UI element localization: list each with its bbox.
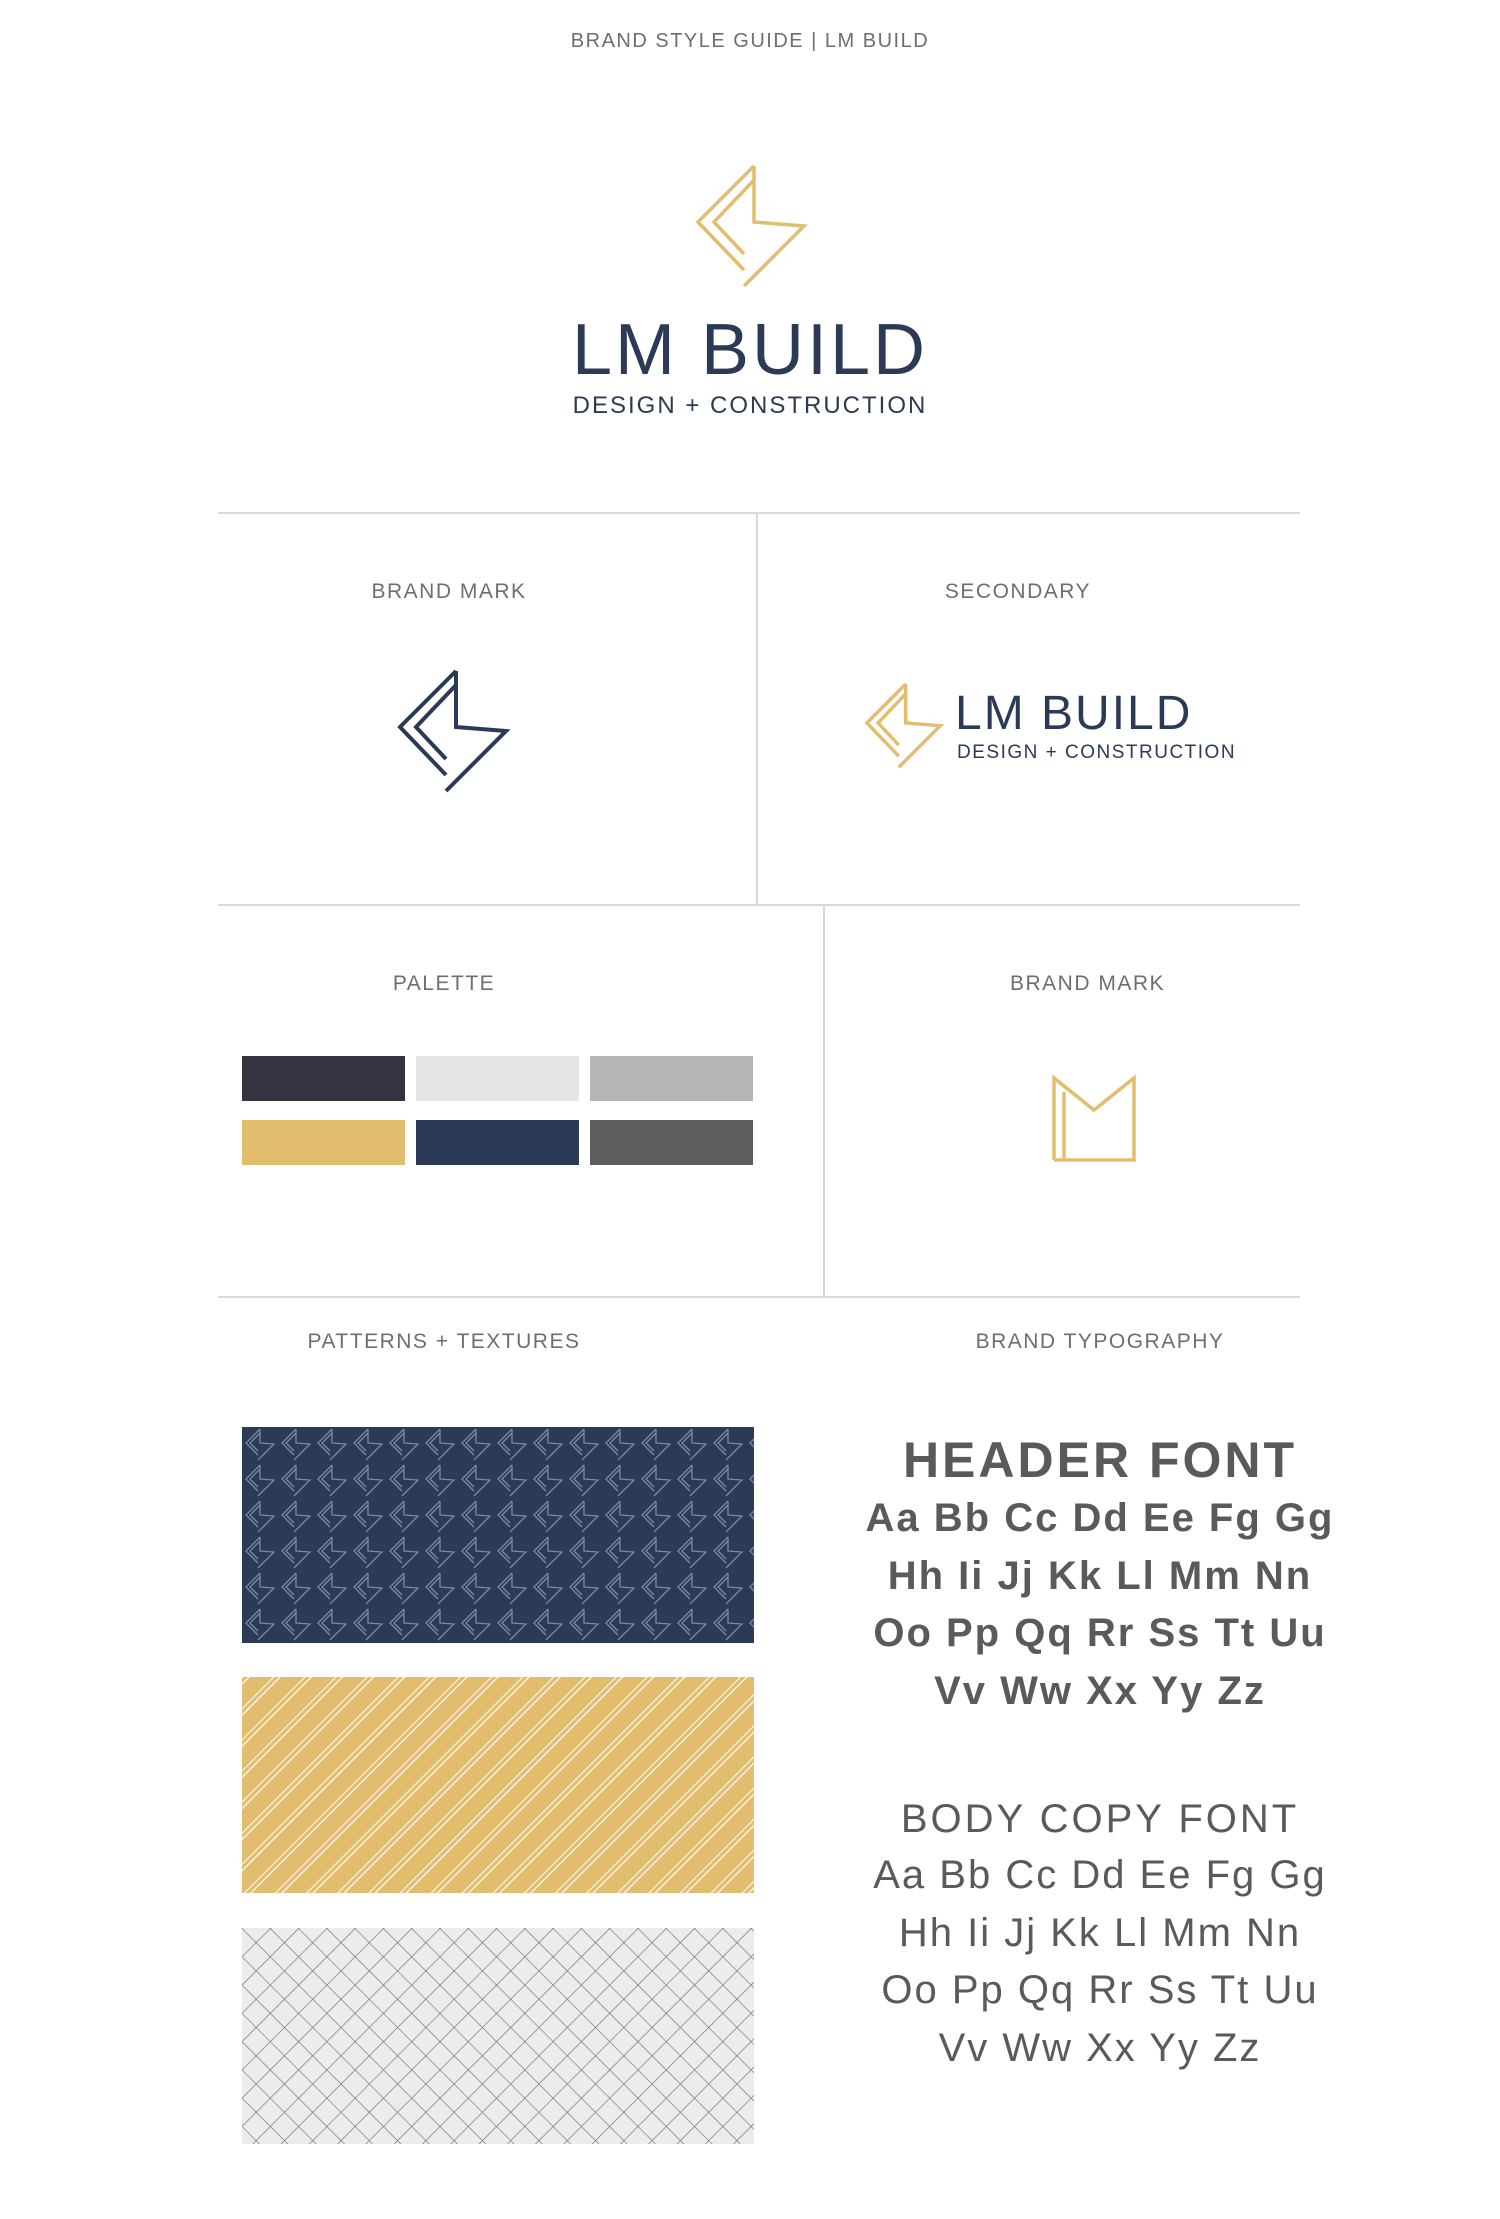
secondary-tagline: DESIGN + CONSTRUCTION <box>957 742 1237 763</box>
swatch-6 <box>590 1120 753 1165</box>
divider-vertical-2 <box>823 904 825 1297</box>
typography-label: BRAND TYPOGRAPHY <box>975 1330 1225 1353</box>
divider-2 <box>218 904 1300 906</box>
logo-mark-navy-icon <box>390 665 520 795</box>
secondary-label: SECONDARY <box>944 580 1092 603</box>
swatch-2 <box>416 1056 579 1101</box>
header-font-line: Aa Bb Cc Dd Ee Fg Gg <box>865 1496 1335 1540</box>
body-font-line: Hh Ii Jj Kk Ll Mm Nn <box>898 1910 1302 1955</box>
divider-vertical-1 <box>756 512 758 905</box>
brand-mark-2-label: BRAND MARK <box>1009 972 1166 995</box>
page-title: BRAND STYLE GUIDE | LM BUILD <box>570 30 930 52</box>
palette-label: PALETTE <box>392 972 496 995</box>
swatch-3 <box>590 1056 753 1101</box>
pattern-gold-diagonal <box>242 1677 754 1893</box>
divider-3 <box>218 1296 1300 1298</box>
hero-brand-name: LM BUILD <box>571 310 929 390</box>
body-font-sample <box>815 1792 1385 2077</box>
body-font-line: Aa Bb Cc Dd Ee Fg Gg <box>873 1853 1327 1897</box>
body-font-title: BODY COPY FONT <box>900 1797 1300 1841</box>
secondary-logo-mark-icon <box>860 680 950 770</box>
header-font-line: Vv Ww Xx Yy Zz <box>934 1668 1266 1713</box>
patterns-label: PATTERNS + TEXTURES <box>307 1330 581 1353</box>
secondary-brand-name: LM BUILD <box>955 687 1193 740</box>
hero-tagline: DESIGN + CONSTRUCTION <box>572 392 928 419</box>
swatch-1 <box>242 1056 405 1101</box>
header-font-sample <box>815 1430 1385 1720</box>
swatch-4 <box>242 1120 405 1165</box>
divider-1 <box>218 512 1300 514</box>
header-font-title: HEADER FONT <box>902 1432 1298 1488</box>
monogram-m-icon <box>1050 1070 1140 1165</box>
body-font-line: Oo Pp Qq Rr Ss Tt Uu <box>881 1968 1319 2012</box>
pattern-grey-crosshatch <box>242 1928 754 2144</box>
logo-mark-gold-icon <box>688 160 818 290</box>
body-font-line: Vv Ww Xx Yy Zz <box>938 2025 1262 2070</box>
header-font-line: Oo Pp Qq Rr Ss Tt Uu <box>873 1611 1327 1655</box>
swatch-5 <box>416 1120 579 1165</box>
brand-mark-label: BRAND MARK <box>371 580 527 603</box>
pattern-navy-chevron <box>242 1427 754 1643</box>
header-font-line: Hh Ii Jj Kk Ll Mm Nn <box>887 1553 1313 1598</box>
